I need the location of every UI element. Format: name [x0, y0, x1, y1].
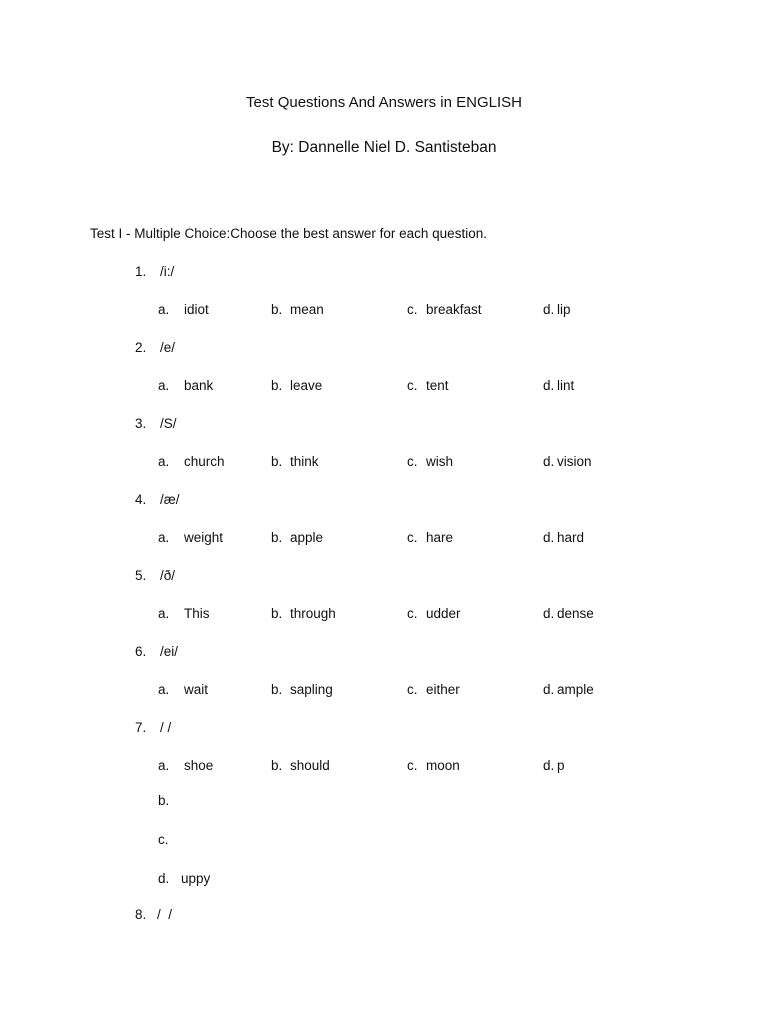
- question-number: 1.: [135, 264, 147, 279]
- answer-option: [543, 302, 571, 317]
- option-letter: d.: [543, 606, 555, 621]
- question-item: [0, 907, 768, 927]
- answer-option: [158, 378, 213, 393]
- answer-options-row: [0, 682, 768, 702]
- answer-option: [543, 758, 565, 773]
- answer-option: [158, 530, 223, 545]
- option-text: sapling: [290, 682, 333, 697]
- answer-options-row: [0, 758, 768, 778]
- answer-option: [271, 682, 333, 697]
- answer-option: [543, 454, 592, 469]
- question-item: [0, 644, 768, 664]
- answer-option: [158, 832, 181, 847]
- answer-option: [158, 302, 209, 317]
- option-letter: d.: [543, 682, 555, 697]
- option-letter: c.: [407, 606, 418, 621]
- option-text: weight: [184, 530, 224, 545]
- question-number: 6.: [135, 644, 147, 659]
- option-text: udder: [426, 606, 461, 621]
- question-item: [0, 568, 768, 588]
- question-number: 4.: [135, 492, 147, 507]
- question-phoneme: /ð/: [160, 568, 176, 583]
- answer-option: [407, 302, 482, 317]
- option-letter: b.: [271, 302, 283, 317]
- answer-option: [543, 606, 594, 621]
- option-letter: c.: [407, 758, 418, 773]
- answer-options-row: [0, 530, 768, 550]
- option-letter: c.: [407, 302, 418, 317]
- option-letter: b.: [271, 378, 283, 393]
- question-phoneme: / /: [160, 720, 172, 735]
- author-byline: By: Dannelle Niel D. Santisteban: [271, 139, 497, 156]
- answer-options-row: [0, 378, 768, 398]
- question-item: [0, 416, 768, 436]
- option-text: either: [426, 682, 460, 697]
- answer-option: [407, 682, 460, 697]
- option-text: should: [290, 758, 330, 773]
- option-letter: c.: [407, 454, 418, 469]
- answer-option: [543, 682, 594, 697]
- option-letter: b.: [271, 758, 283, 773]
- answer-option: [271, 454, 319, 469]
- option-letter: c.: [407, 682, 418, 697]
- answer-option: [543, 530, 584, 545]
- option-letter: a.: [158, 302, 170, 317]
- answer-option: [271, 530, 323, 545]
- option-text: shoe: [184, 758, 214, 773]
- question-item: [0, 492, 768, 512]
- option-letter: d.: [543, 530, 555, 545]
- answer-option: [158, 758, 213, 773]
- option-text: breakfast: [426, 302, 482, 317]
- answer-option: [407, 530, 453, 545]
- option-text: through: [290, 606, 336, 621]
- test-instructions: Test I - Multiple Choice:Choose the best answer for each question.: [90, 226, 487, 241]
- question-number: 8.: [135, 907, 147, 922]
- question-number: 2.: [135, 340, 147, 355]
- question-phoneme: /e/: [160, 340, 176, 355]
- option-letter: c.: [158, 832, 169, 847]
- option-text: think: [290, 454, 319, 469]
- option-text: moon: [426, 758, 460, 773]
- option-text: hare: [426, 530, 454, 545]
- option-letter: c.: [407, 378, 418, 393]
- answer-option: [158, 606, 210, 621]
- option-letter: d.: [543, 378, 555, 393]
- option-text: lint: [557, 378, 575, 393]
- option-text: church: [184, 454, 225, 469]
- question-item: [0, 340, 768, 360]
- answer-option: [407, 758, 460, 773]
- question-number: 3.: [135, 416, 147, 431]
- option-letter: d.: [543, 454, 555, 469]
- answer-options-row: [0, 454, 768, 474]
- option-letter: a.: [158, 378, 170, 393]
- option-text: leave: [290, 378, 323, 393]
- answer-option: [407, 606, 461, 621]
- answer-option: [407, 454, 453, 469]
- option-text: uppy: [181, 871, 211, 886]
- document-title: Test Questions And Answers in ENGLISH: [246, 94, 522, 111]
- option-text: idiot: [184, 302, 209, 317]
- option-letter: b.: [271, 606, 283, 621]
- option-text: dense: [557, 606, 594, 621]
- option-text: bank: [184, 378, 214, 393]
- option-letter: c.: [407, 530, 418, 545]
- option-letter: a.: [158, 530, 170, 545]
- option-letter: d.: [543, 302, 555, 317]
- question-item: [0, 264, 768, 284]
- question-number: 7.: [135, 720, 147, 735]
- option-letter: d.: [543, 758, 555, 773]
- answer-option: [271, 606, 336, 621]
- answer-option: [158, 871, 210, 886]
- option-text: wish: [426, 454, 454, 469]
- option-text: vision: [557, 454, 592, 469]
- answer-option: [271, 378, 322, 393]
- question-phoneme: /S/: [160, 416, 177, 431]
- answer-option: [158, 682, 208, 697]
- question-phoneme: /ei/: [160, 644, 179, 659]
- option-letter: a.: [158, 454, 170, 469]
- option-letter: a.: [158, 606, 170, 621]
- option-letter: a.: [158, 758, 170, 773]
- option-letter: a.: [158, 682, 170, 697]
- option-text: tent: [426, 378, 449, 393]
- option-text: mean: [290, 302, 324, 317]
- option-letter: b.: [271, 530, 283, 545]
- option-text: hard: [557, 530, 585, 545]
- answer-option: [543, 378, 574, 393]
- answer-options-row: [0, 606, 768, 626]
- option-letter: b.: [158, 793, 170, 808]
- question-item: [0, 720, 768, 740]
- answer-option: [158, 793, 181, 808]
- question-phoneme: /æ/: [160, 492, 180, 507]
- option-text: ample: [557, 682, 594, 697]
- option-letter: d.: [158, 871, 170, 886]
- answer-options-row: [0, 302, 768, 322]
- option-letter: b.: [271, 454, 283, 469]
- answer-option: [158, 454, 225, 469]
- answer-option: [271, 302, 324, 317]
- option-text: lip: [557, 302, 571, 317]
- option-text: p: [557, 758, 565, 773]
- option-text: wait: [184, 682, 209, 697]
- answer-option: [271, 758, 330, 773]
- question-number: 5.: [135, 568, 147, 583]
- option-text: apple: [290, 530, 324, 545]
- option-letter: b.: [271, 682, 283, 697]
- question-phoneme: / /: [157, 907, 173, 922]
- question-phoneme: /i:/: [160, 264, 175, 279]
- answer-option: [407, 378, 449, 393]
- option-text: This: [184, 606, 210, 621]
